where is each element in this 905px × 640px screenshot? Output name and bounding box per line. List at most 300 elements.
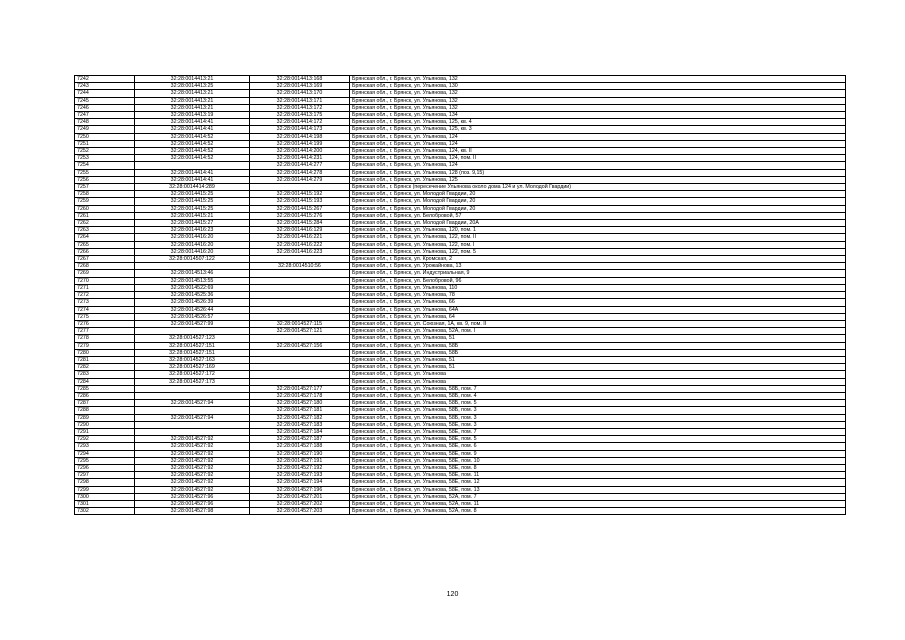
- address-cell: Брянская обл., г. Брянск, ул. Ульянова, 78: [350, 292, 846, 299]
- object-number-cell: 32:28:0014527:203: [250, 508, 350, 515]
- land-plot-number-cell: 32:28:0014527:163: [135, 356, 250, 363]
- table-row: [75, 198, 846, 205]
- row-number-cell: 7277: [75, 328, 135, 335]
- table-row: [75, 400, 846, 407]
- row-number-cell: 7258: [75, 191, 135, 198]
- land-plot-number-cell: 32:28:0014527:94: [135, 414, 250, 421]
- address-cell: Брянская обл., г. Брянск, ул. Индустриальная, 9: [350, 270, 846, 277]
- land-plot-number-cell: 32:28:0014527:92: [135, 464, 250, 471]
- table-row: [75, 436, 846, 443]
- table-row: [75, 155, 846, 162]
- row-number-cell: 7296: [75, 464, 135, 471]
- land-plot-number-cell: 32:28:0014526:57: [135, 313, 250, 320]
- land-plot-number-cell: 32:28:0014527:92: [135, 472, 250, 479]
- land-plot-number-cell: 32:28:0014416:20: [135, 248, 250, 255]
- row-number-cell: 7284: [75, 378, 135, 385]
- address-cell: Брянская обл., г. Брянск, ул. Ульянова, 64: [350, 313, 846, 320]
- land-plot-number-cell: 32:28:0014416:23: [135, 227, 250, 234]
- object-number-cell: 32:28:0014413:172: [250, 104, 350, 111]
- object-number-cell: 32:28:0014527:202: [250, 500, 350, 507]
- object-number-cell: 32:28:0014527:191: [250, 457, 350, 464]
- table-row: [75, 241, 846, 248]
- land-plot-number-cell: 32:28:0014414:52: [135, 155, 250, 162]
- address-cell: Брянская обл., г. Брянск, ул. Белобровой, 57: [350, 212, 846, 219]
- table-row: [75, 220, 846, 227]
- row-number-cell: 7255: [75, 169, 135, 176]
- row-number-cell: 7299: [75, 486, 135, 493]
- land-plot-number-cell: 32:28:0014413:21: [135, 90, 250, 97]
- table-row: [75, 472, 846, 479]
- object-number-cell: [250, 364, 350, 371]
- table-row: [75, 83, 846, 90]
- table-body: [75, 76, 846, 515]
- land-plot-number-cell: 32:28:0014415:25: [135, 205, 250, 212]
- object-number-cell: 32:28:0014527:193: [250, 472, 350, 479]
- land-plot-number-cell: 32:28:0014415:27: [135, 220, 250, 227]
- object-number-cell: [250, 378, 350, 385]
- address-cell: Брянская обл., г. Брянск, ул. Ульянова: [350, 378, 846, 385]
- object-number-cell: [250, 284, 350, 291]
- table-row: [75, 169, 846, 176]
- land-plot-number-cell: 32:28:0014522:69: [135, 284, 250, 291]
- table-row: [75, 479, 846, 486]
- land-plot-number-cell: 32:28:0014527:173: [135, 378, 250, 385]
- table-row: [75, 227, 846, 234]
- address-cell: Брянская обл., г. Брянск, ул. Урожайнова, 13: [350, 263, 846, 270]
- object-number-cell: 32:28:0014527:115: [250, 320, 350, 327]
- address-cell: Брянская обл., г. Брянск, ул. Ульянова, 125, кв. 3: [350, 126, 846, 133]
- address-cell: Брянская обл., г. Брянск, ул. Ульянова, 58Б, пом. 4: [350, 392, 846, 399]
- address-cell: Брянская обл., г. Брянск, ул. Ульянова, 134: [350, 112, 846, 119]
- row-number-cell: 7281: [75, 356, 135, 363]
- land-plot-number-cell: 32:28:0014527:169: [135, 364, 250, 371]
- address-cell: Брянская обл., г. Брянск, ул. Ульянова, 58Е, пом. 11: [350, 472, 846, 479]
- row-number-cell: 7302: [75, 508, 135, 515]
- address-cell: Брянская обл., г. Брянск, ул. Ульянова, 124: [350, 162, 846, 169]
- row-number-cell: 7279: [75, 342, 135, 349]
- table-row: [75, 313, 846, 320]
- object-number-cell: 32:28:0014510:56: [250, 263, 350, 270]
- land-plot-number-cell: 32:28:0014414:41: [135, 169, 250, 176]
- row-number-cell: 7267: [75, 256, 135, 263]
- object-number-cell: 32:28:0014527:181: [250, 407, 350, 414]
- land-plot-number-cell: 32:28:0014415:25: [135, 198, 250, 205]
- land-plot-number-cell: 32:28:0014416:20: [135, 241, 250, 248]
- table-row: [75, 176, 846, 183]
- row-number-cell: 7260: [75, 205, 135, 212]
- object-number-cell: 32:28:0014527:184: [250, 428, 350, 435]
- row-number-cell: 7271: [75, 284, 135, 291]
- object-number-cell: 32:28:0014416:222: [250, 241, 350, 248]
- row-number-cell: 7262: [75, 220, 135, 227]
- row-number-cell: 7285: [75, 385, 135, 392]
- table-row: [75, 119, 846, 126]
- address-cell: Брянская обл., г. Брянск, ул. Ульянова: [350, 371, 846, 378]
- land-plot-number-cell: 32:28:0014527:94: [135, 400, 250, 407]
- table-row: [75, 385, 846, 392]
- table-row: [75, 140, 846, 147]
- object-number-cell: 32:28:0014415:284: [250, 220, 350, 227]
- land-plot-number-cell: 32:28:0014413:21: [135, 97, 250, 104]
- row-number-cell: 7283: [75, 371, 135, 378]
- land-plot-number-cell: 32:28:0014527:123: [135, 335, 250, 342]
- row-number-cell: 7291: [75, 428, 135, 435]
- object-number-cell: [250, 349, 350, 356]
- address-cell: Брянская обл., г. Брянск, ул. Ульянова, 110: [350, 284, 846, 291]
- object-number-cell: 32:28:0014415:267: [250, 205, 350, 212]
- row-number-cell: 7274: [75, 306, 135, 313]
- table-row: [75, 263, 846, 270]
- object-number-cell: 32:28:0014414:277: [250, 162, 350, 169]
- table-row: [75, 342, 846, 349]
- address-cell: Брянская обл., г. Брянск, ул. Ульянова, 128 (поз. 9,15): [350, 169, 846, 176]
- object-number-cell: [250, 356, 350, 363]
- address-cell: Брянская обл., г. Брянск, ул. Ульянова, 125: [350, 176, 846, 183]
- row-number-cell: 7246: [75, 104, 135, 111]
- land-plot-number-cell: 32:28:0014527:98: [135, 508, 250, 515]
- address-cell: Брянская обл., г. Брянск, ул. Ульянова, 58Е, пом. 9: [350, 450, 846, 457]
- land-plot-number-cell: 32:28:0014414:41: [135, 176, 250, 183]
- row-number-cell: 7243: [75, 83, 135, 90]
- table-row: [75, 126, 846, 133]
- address-cell: Брянская обл., г. Брянск (пересечение Ульянова около дома 124 и ул. Молодой Гвардии): [350, 184, 846, 191]
- table-row: [75, 335, 846, 342]
- address-cell: Брянская обл., г. Брянск, ул. Ульянова, 58Е, пом. 3: [350, 421, 846, 428]
- land-plot-number-cell: 32:28:0014525:36: [135, 292, 250, 299]
- object-number-cell: 32:28:0014416:129: [250, 227, 350, 234]
- land-plot-number-cell: 32:28:0014527:92: [135, 457, 250, 464]
- object-number-cell: 32:28:0014414:200: [250, 148, 350, 155]
- address-cell: Брянская обл., г. Брянск, ул. Ульянова, 120, пом. 1: [350, 227, 846, 234]
- table-row: [75, 76, 846, 83]
- land-plot-number-cell: 32:28:0014513:55: [135, 277, 250, 284]
- address-cell: Брянская обл., г. Брянск, ул. Ульянова, 51: [350, 335, 846, 342]
- table-row: [75, 364, 846, 371]
- table-row: [75, 508, 846, 515]
- row-number-cell: 7298: [75, 479, 135, 486]
- address-cell: Брянская обл., г. Брянск, ул. Ульянова, 122, пом. I: [350, 241, 846, 248]
- land-plot-number-cell: 32:28:0014527:172: [135, 371, 250, 378]
- address-cell: Брянская обл., г. Брянск, ул. Ульянова, 58Б, пом. 3: [350, 414, 846, 421]
- object-number-cell: 32:28:0014527:182: [250, 414, 350, 421]
- land-plot-number-cell: 32:28:0014414:52: [135, 140, 250, 147]
- object-number-cell: 32:28:0014415:193: [250, 198, 350, 205]
- row-number-cell: 7293: [75, 443, 135, 450]
- address-cell: Брянская обл., г. Брянск, ул. Ульянова, 125, кв. 4: [350, 119, 846, 126]
- address-cell: Брянская обл., г. Брянск, ул. Ульянова, 58Е, пом. 10: [350, 457, 846, 464]
- row-number-cell: 7292: [75, 436, 135, 443]
- table-row: [75, 148, 846, 155]
- address-cell: Брянская обл., г. Брянск, ул. Молодой Гвардии, 20: [350, 191, 846, 198]
- address-cell: Брянская обл., г. Брянск, ул. Ульянова, 58Е, пом. 12: [350, 479, 846, 486]
- object-number-cell: [250, 292, 350, 299]
- address-cell: Брянская обл., г. Брянск, ул. Ульянова, 58Б: [350, 349, 846, 356]
- table-row: [75, 371, 846, 378]
- land-plot-number-cell: 32:28:0014526:44: [135, 306, 250, 313]
- row-number-cell: 7265: [75, 241, 135, 248]
- address-cell: Брянская обл., г. Брянск, ул. Ульянова, 132: [350, 76, 846, 83]
- land-plot-number-cell: 32:28:0014527:151: [135, 342, 250, 349]
- table-row: [75, 421, 846, 428]
- table-row: [75, 270, 846, 277]
- object-number-cell: 32:28:0014527:177: [250, 385, 350, 392]
- address-cell: Брянская обл., г. Брянск, ул. Ульянова, 58Б, пом. 3: [350, 407, 846, 414]
- land-plot-number-cell: 32:28:0014527:92: [135, 436, 250, 443]
- row-number-cell: 7264: [75, 234, 135, 241]
- address-cell: Брянская обл., г. Брянск, ул. Ульянова, 66: [350, 299, 846, 306]
- object-number-cell: 32:28:0014413:175: [250, 112, 350, 119]
- table-row: [75, 248, 846, 255]
- object-number-cell: [250, 277, 350, 284]
- address-cell: Брянская обл., г. Брянск, ул. Ульянова, 58Б, пом. 7: [350, 385, 846, 392]
- land-plot-number-cell: 32:28:0014513:46: [135, 270, 250, 277]
- table-row: [75, 392, 846, 399]
- object-number-cell: 32:28:0014527:192: [250, 464, 350, 471]
- address-cell: Брянская обл., г. Брянск, ул. Ульянова, 58Б: [350, 342, 846, 349]
- land-plot-number-cell: 32:28:0014527:151: [135, 349, 250, 356]
- address-cell: Брянская обл., г. Брянск, ул. Ульянова, 130: [350, 83, 846, 90]
- object-number-cell: 32:28:0014413:171: [250, 97, 350, 104]
- table-row: [75, 407, 846, 414]
- row-number-cell: 7275: [75, 313, 135, 320]
- table-row: [75, 306, 846, 313]
- row-number-cell: 7250: [75, 133, 135, 140]
- land-plot-number-cell: 32:28:0014414:41: [135, 119, 250, 126]
- object-number-cell: [250, 335, 350, 342]
- table-row: [75, 256, 846, 263]
- land-plot-number-cell: 32:28:0014527:92: [135, 479, 250, 486]
- table-row: [75, 191, 846, 198]
- table-row: [75, 162, 846, 169]
- land-plot-number-cell: 32:28:0014413:25: [135, 83, 250, 90]
- address-cell: Брянская обл., г. Брянск, ул. Ульянова, 52А, пом. I: [350, 328, 846, 335]
- object-number-cell: 32:28:0014415:192: [250, 191, 350, 198]
- land-plot-number-cell: 32:28:0014414:52: [135, 133, 250, 140]
- row-number-cell: 7294: [75, 450, 135, 457]
- table-row: [75, 349, 846, 356]
- object-number-cell: [250, 306, 350, 313]
- table-row: [75, 277, 846, 284]
- table-row: [75, 414, 846, 421]
- object-number-cell: 32:28:0014527:188: [250, 443, 350, 450]
- land-plot-number-cell: 32:28:0014413:21: [135, 104, 250, 111]
- land-plot-number-cell: [135, 421, 250, 428]
- address-cell: Брянская обл., г. Брянск, ул. Ульянова, 52А, пом. 8: [350, 508, 846, 515]
- address-cell: Брянская обл., г. Брянск, ул. Ульянова, 122, пом. II: [350, 234, 846, 241]
- address-cell: Брянская обл., г. Брянск, ул. Молодой Гвардии, 20: [350, 198, 846, 205]
- table-row: [75, 90, 846, 97]
- object-number-cell: [250, 371, 350, 378]
- object-number-cell: [250, 313, 350, 320]
- land-plot-number-cell: 32:28:0014527:99: [135, 320, 250, 327]
- address-cell: Брянская обл., г. Брянск, ул. Ульянова, 51: [350, 364, 846, 371]
- object-number-cell: [250, 299, 350, 306]
- land-plot-number-cell: 32:28:0014526:39: [135, 299, 250, 306]
- address-cell: Брянская обл., г. Брянск, ул. Ульянова, 132: [350, 97, 846, 104]
- row-number-cell: 7245: [75, 97, 135, 104]
- land-plot-number-cell: 32:28:0014527:96: [135, 493, 250, 500]
- row-number-cell: 7266: [75, 248, 135, 255]
- row-number-cell: 7288: [75, 407, 135, 414]
- land-plot-number-cell: 32:28:0014527:92: [135, 486, 250, 493]
- row-number-cell: 7295: [75, 457, 135, 464]
- land-plot-number-cell: [135, 407, 250, 414]
- table-row: [75, 356, 846, 363]
- address-cell: Брянская обл., г. Брянск, ул. Ульянова, 58Е, пом. 5: [350, 436, 846, 443]
- address-cell: Брянская обл., г. Брянск, ул. Ульянова, 51: [350, 356, 846, 363]
- row-number-cell: 7268: [75, 263, 135, 270]
- object-number-cell: 32:28:0014413:168: [250, 76, 350, 83]
- object-number-cell: [250, 184, 350, 191]
- row-number-cell: 7276: [75, 320, 135, 327]
- address-cell: Брянская обл., г. Брянск, ул. Ульянова, 52А, пом. 7: [350, 493, 846, 500]
- object-number-cell: 32:28:0014527:196: [250, 486, 350, 493]
- row-number-cell: 7278: [75, 335, 135, 342]
- row-number-cell: 7256: [75, 176, 135, 183]
- land-plot-number-cell: 32:28:0014416:20: [135, 234, 250, 241]
- table-row: [75, 205, 846, 212]
- object-number-cell: 32:28:0014527:156: [250, 342, 350, 349]
- land-plot-number-cell: [135, 392, 250, 399]
- land-plot-number-cell: 32:28:0014413:21: [135, 76, 250, 83]
- row-number-cell: 7242: [75, 76, 135, 83]
- land-plot-number-cell: 32:28:0014527:92: [135, 443, 250, 450]
- object-number-cell: 32:28:0014414:279: [250, 176, 350, 183]
- row-number-cell: 7251: [75, 140, 135, 147]
- table-row: [75, 450, 846, 457]
- address-cell: Брянская обл., г. Брянск, ул. Кромская, 2: [350, 256, 846, 263]
- row-number-cell: 7257: [75, 184, 135, 191]
- address-cell: Брянская обл., г. Брянск, ул. Ульянова, 58Е, пом. 7: [350, 428, 846, 435]
- address-cell: Брянская обл., г. Брянск, ул. Ульянова, 124: [350, 140, 846, 147]
- cadastral-table: [74, 75, 846, 515]
- object-number-cell: 32:28:0014413:170: [250, 90, 350, 97]
- row-number-cell: 7253: [75, 155, 135, 162]
- object-number-cell: 32:28:0014415:276: [250, 212, 350, 219]
- land-plot-number-cell: 32:28:0014414:41: [135, 126, 250, 133]
- land-plot-number-cell: 32:28:0014415:21: [135, 212, 250, 219]
- land-plot-number-cell: [135, 263, 250, 270]
- table-row: [75, 292, 846, 299]
- object-number-cell: 32:28:0014414:231: [250, 155, 350, 162]
- land-plot-number-cell: 32:28:0014527:96: [135, 500, 250, 507]
- table-row: [75, 299, 846, 306]
- table-row: [75, 234, 846, 241]
- object-number-cell: [250, 270, 350, 277]
- land-plot-number-cell: 32:28:0014414:289: [135, 184, 250, 191]
- table-row: [75, 378, 846, 385]
- address-cell: Брянская обл., г. Брянск, ул. Ульянова, 124, кв. II: [350, 148, 846, 155]
- row-number-cell: 7297: [75, 472, 135, 479]
- address-cell: Брянская обл., г. Брянск, ул. Ульянова, 132: [350, 104, 846, 111]
- object-number-cell: 32:28:0014527:187: [250, 436, 350, 443]
- table-row: [75, 184, 846, 191]
- land-plot-number-cell: 32:28:0014527:92: [135, 450, 250, 457]
- address-cell: Брянская обл., г. Брянск, ул. Ульянова, 122, пом. 5: [350, 248, 846, 255]
- object-number-cell: 32:28:0014414:198: [250, 133, 350, 140]
- object-number-cell: 32:28:0014527:178: [250, 392, 350, 399]
- table-row: [75, 500, 846, 507]
- object-number-cell: 32:28:0014527:121: [250, 328, 350, 335]
- address-cell: Брянская обл., г. Брянск, ул. Ульянова, 58Е, пом. 8: [350, 464, 846, 471]
- table-row: [75, 284, 846, 291]
- row-number-cell: 7248: [75, 119, 135, 126]
- row-number-cell: 7282: [75, 364, 135, 371]
- land-plot-number-cell: [135, 428, 250, 435]
- table-row: [75, 97, 846, 104]
- row-number-cell: 7254: [75, 162, 135, 169]
- row-number-cell: 7270: [75, 277, 135, 284]
- table-row: [75, 212, 846, 219]
- row-number-cell: 7286: [75, 392, 135, 399]
- row-number-cell: 7259: [75, 198, 135, 205]
- address-cell: Брянская обл., г. Брянск, ул. Ульянова, 58Е, пом. 13: [350, 486, 846, 493]
- address-cell: Брянская обл., г. Брянск, ул. Ульянова, 64А: [350, 306, 846, 313]
- row-number-cell: 7244: [75, 90, 135, 97]
- object-number-cell: 32:28:0014414:172: [250, 119, 350, 126]
- object-number-cell: 32:28:0014527:183: [250, 421, 350, 428]
- row-number-cell: 7301: [75, 500, 135, 507]
- object-number-cell: [250, 256, 350, 263]
- land-plot-number-cell: [135, 162, 250, 169]
- address-cell: Брянская обл., г. Брянск, ул. Ульянова, 58Б, пом. 5: [350, 400, 846, 407]
- row-number-cell: 7273: [75, 299, 135, 306]
- land-plot-number-cell: 32:28:0014414:52: [135, 148, 250, 155]
- address-cell: Брянская обл., г. Брянск, ул. Ульянова, 58Е, пом. 6: [350, 443, 846, 450]
- table-row: [75, 320, 846, 327]
- row-number-cell: 7287: [75, 400, 135, 407]
- table-row: [75, 428, 846, 435]
- land-plot-number-cell: 32:28:0014413:19: [135, 112, 250, 119]
- table-row: [75, 493, 846, 500]
- table-row: [75, 443, 846, 450]
- row-number-cell: 7269: [75, 270, 135, 277]
- object-number-cell: 32:28:0014416:221: [250, 234, 350, 241]
- address-cell: Брянская обл., г. Брянск, ул. Белобровой, 96: [350, 277, 846, 284]
- object-number-cell: 32:28:0014416:223: [250, 248, 350, 255]
- object-number-cell: 32:28:0014414:278: [250, 169, 350, 176]
- row-number-cell: 7272: [75, 292, 135, 299]
- address-cell: Брянская обл., г. Брянск, ул. Ульянова, 124, пом. II: [350, 155, 846, 162]
- land-plot-number-cell: 32:28:0014507:122: [135, 256, 250, 263]
- row-number-cell: 7249: [75, 126, 135, 133]
- address-cell: Брянская обл., г. Брянск, ул. Молодой Гвардии, 20А: [350, 220, 846, 227]
- address-cell: Брянская обл., г. Брянск, ул. Ульянова, 132: [350, 90, 846, 97]
- land-plot-number-cell: [135, 328, 250, 335]
- land-plot-number-cell: [135, 385, 250, 392]
- table-row: [75, 328, 846, 335]
- row-number-cell: 7280: [75, 349, 135, 356]
- table-row: [75, 464, 846, 471]
- address-cell: Брянская обл., г. Брянск, ул. Союзная, 1А, кв. 9, пом. II: [350, 320, 846, 327]
- page-number: 120: [446, 591, 459, 598]
- land-plot-number-cell: 32:28:0014415:25: [135, 191, 250, 198]
- row-number-cell: 7290: [75, 421, 135, 428]
- address-cell: Брянская обл., г. Брянск, ул. Ульянова, 124: [350, 133, 846, 140]
- row-number-cell: 7289: [75, 414, 135, 421]
- row-number-cell: 7300: [75, 493, 135, 500]
- row-number-cell: 7261: [75, 212, 135, 219]
- table-row: [75, 133, 846, 140]
- object-number-cell: 32:28:0014413:169: [250, 83, 350, 90]
- row-number-cell: 7252: [75, 148, 135, 155]
- address-cell: Брянская обл., г. Брянск, ул. Ульянова, 52А, пом. 11: [350, 500, 846, 507]
- object-number-cell: 32:28:0014527:190: [250, 450, 350, 457]
- table-row: [75, 457, 846, 464]
- table-row: [75, 486, 846, 493]
- object-number-cell: 32:28:0014527:180: [250, 400, 350, 407]
- table-row: [75, 104, 846, 111]
